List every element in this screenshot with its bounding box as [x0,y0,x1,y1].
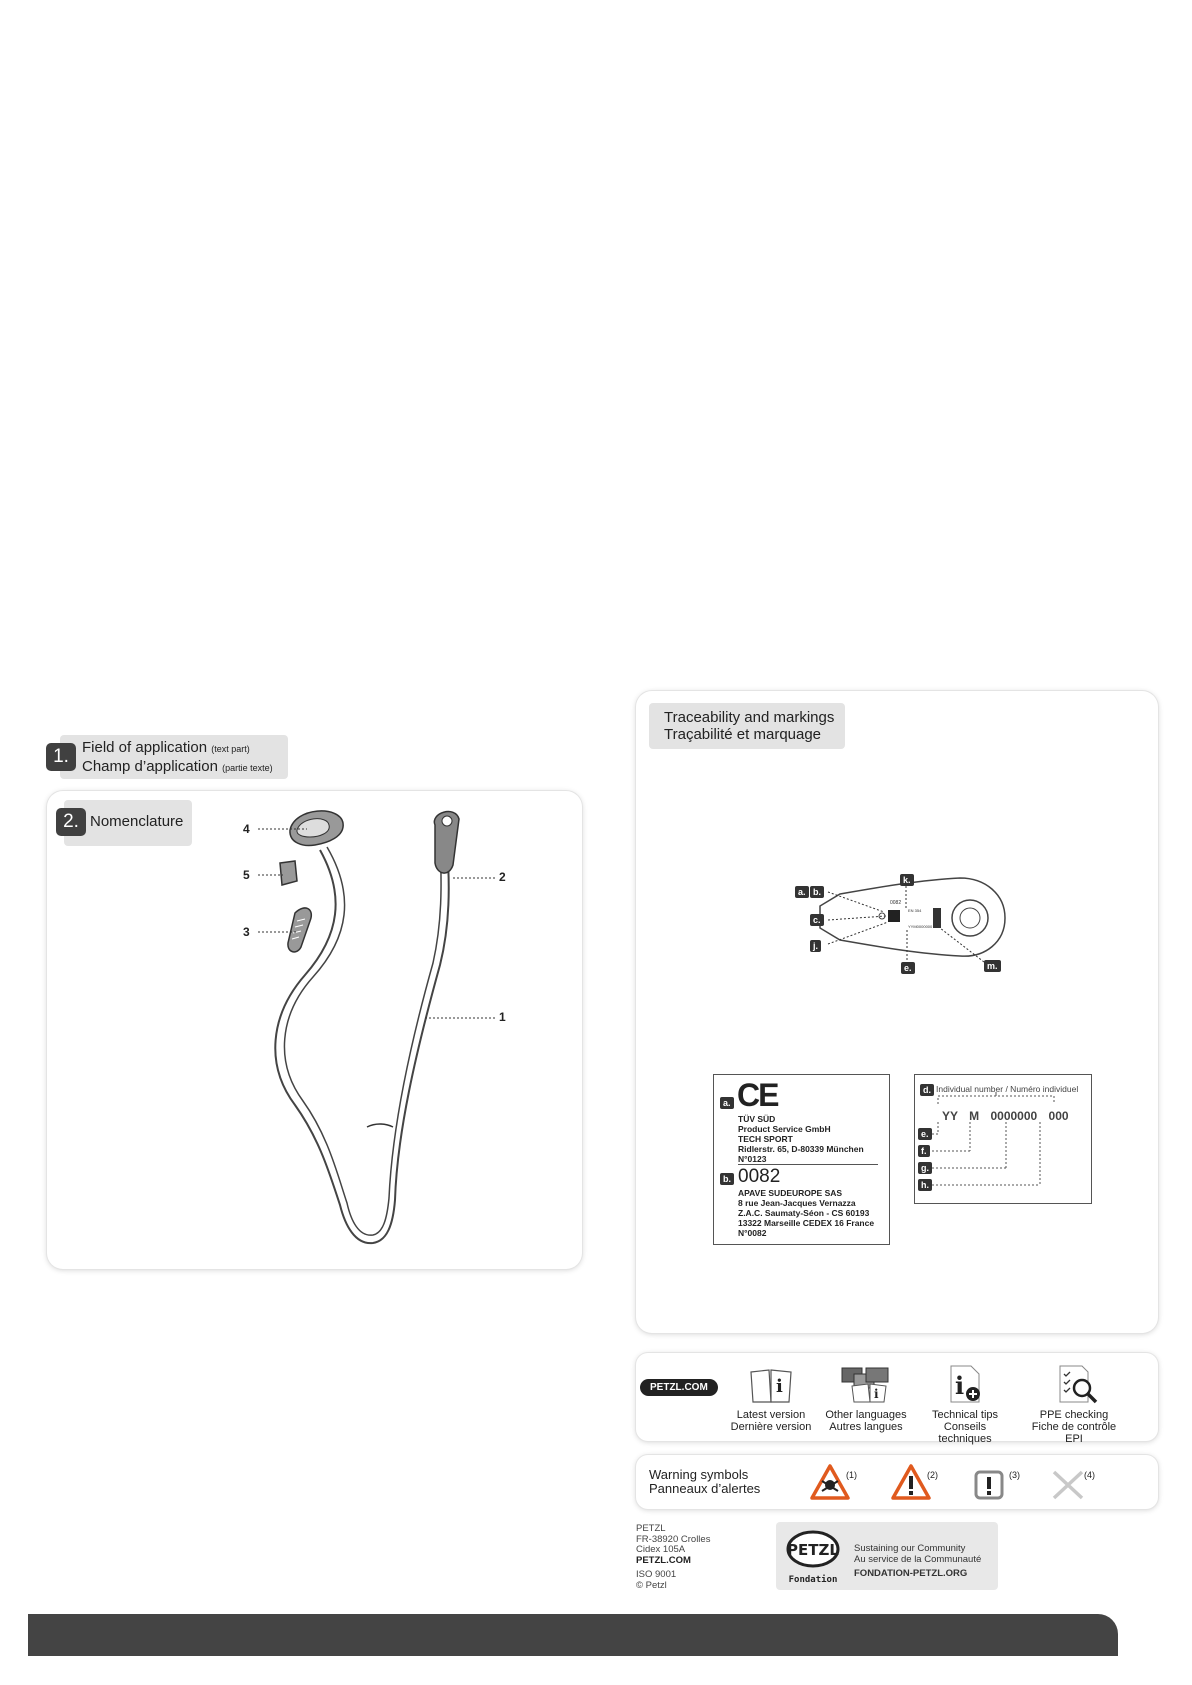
cert-body-b-line: 8 rue Jean-Jacques Vernazza [738,1198,856,1208]
foundation-logo-text: PETZL [787,1541,839,1559]
warning-ref-3: (3) [1009,1470,1020,1480]
book-info-icon [747,1366,795,1404]
section1-title-fr: Champ d’application [82,758,218,775]
link-technical-tips[interactable] [917,1366,1013,1445]
cross-icon [1051,1470,1085,1500]
link-latest-fr: Dernière version [730,1421,812,1433]
exclamation-square-icon [974,1470,1004,1500]
warning-ref-1: (1) [846,1470,857,1480]
cert-body-a-line: TECH SPORT [738,1134,793,1144]
adjuster-head [290,811,343,846]
warning-ref-4: (4) [1084,1470,1095,1480]
stitched-protector [288,908,311,952]
link-languages-label [823,1409,909,1433]
petzl-address [636,1524,710,1591]
link-tips-fr: Conseils techniques [938,1421,992,1445]
foundation-text [854,1543,981,1579]
link-languages-en: Other languages [825,1409,907,1421]
foundation-line1: Sustaining our Community [854,1543,966,1554]
section2-title: Nomenclature [90,813,184,830]
ce-mark: CE [737,1077,778,1113]
warning-ref-2: (2) [927,1470,938,1480]
marking-tag-a: a. [795,886,809,898]
svg-text:i: i [955,1371,965,1400]
marking-tag-e: e. [901,962,915,974]
link-latest-en: Latest version [736,1409,806,1421]
info-plus-icon [945,1364,985,1404]
foundation-logo-sub: Fondation [788,1575,838,1585]
link-latest-version[interactable] [730,1366,812,1434]
cert-body-a-line: N°0123 [738,1154,767,1164]
address-line: FR-38920 Crolles [636,1533,711,1545]
cert-body-a-line: TÜV SÜD [738,1114,776,1124]
marking-product-illustration [800,872,1010,968]
link-other-languages[interactable] [823,1366,909,1434]
languages-icon [840,1366,892,1404]
traceability-title [664,709,834,743]
section1-title-en-note: (text part) [211,744,250,754]
traceability-title-fr: Traçabilité et marquage [664,726,822,743]
warning-title-fr: Panneaux d’alertes [649,1481,761,1496]
cert-body-a-line: Product Service GmbH [738,1124,831,1134]
serial-part-year: YY [942,1109,958,1123]
link-ppe-fr: Fiche de contrôle EPI [1031,1421,1117,1445]
cert-tag-b: b. [720,1173,734,1185]
link-ppe-en: PPE checking [1039,1409,1109,1421]
address-iso: ISO 9001 [636,1569,677,1580]
cert-tag-a: a. [720,1097,734,1109]
skull-triangle-icon [809,1463,851,1501]
foundation-url: FONDATION-PETZL.ORG [854,1568,968,1579]
cert-divider [738,1164,878,1165]
callout-3: 3 [243,925,250,939]
marking-tag-k: k. [900,874,914,886]
serial-tag-d: d. [920,1084,934,1096]
warning-title-en: Warning symbols [649,1467,749,1482]
link-tips-label [917,1409,1013,1445]
serial-tag-f: f. [918,1145,930,1157]
address-copyright: © Petzl [636,1579,667,1591]
link-languages-fr: Autres langues [829,1421,903,1433]
svg-text:0082: 0082 [890,900,902,906]
cert-body-b [738,1188,874,1238]
callout-5: 5 [243,868,250,882]
marking-tag-m: m. [984,960,1001,972]
serial-part-suffix: 000 [1048,1109,1069,1123]
petzl-website-badge[interactable]: PETZL.COM [640,1379,718,1396]
serial-part-number: 0000000 [990,1109,1038,1123]
link-latest-label [730,1409,812,1433]
address-line: Cidex 105A [636,1544,686,1555]
serial-parts [942,1109,1069,1123]
section1-number: 1. [46,743,76,771]
link-ppe-checking[interactable] [1024,1366,1124,1445]
serial-leaders [914,1074,1090,1202]
address-web: PETZL.COM [636,1554,691,1566]
marking-tag-b: b. [810,886,824,898]
link-tips-en: Technical tips [931,1409,999,1421]
cert-number-b: 0082 [738,1166,781,1187]
marking-tag-c: c. [810,914,824,926]
svg-text:YYM0000000: YYM0000000 [908,924,933,929]
warning-title [649,1468,760,1496]
serial-tag-e: e. [918,1128,932,1140]
fondation-petzl-logo [783,1528,845,1586]
section1-title [82,739,273,777]
svg-text:i: i [874,1387,879,1401]
exclamation-triangle-icon [890,1463,932,1501]
svg-text:i: i [776,1376,783,1397]
cert-body-b-line: 13322 Marseille CEDEX 16 France [738,1218,875,1228]
cert-body-b-line: Z.A.C. Saumaty-Séon - CS 60193 [738,1208,870,1218]
section2-number: 2. [56,808,86,836]
cert-body-b-line: APAVE SUDEUROPE SAS [738,1188,843,1198]
serial-tag-h: h. [918,1179,932,1191]
cert-body-a-line: Ridlerstr. 65, D-80339 München [738,1144,864,1154]
cert-body-b-line: N°0082 [738,1228,767,1238]
marking-tag-j: j. [810,940,821,952]
traceability-title-en: Traceability and markings [664,709,835,726]
section1-title-fr-note: (partie texte) [222,763,273,773]
serial-part-month: M [969,1109,980,1123]
footer-bar [28,1614,1118,1656]
link-ppe-label [1024,1409,1124,1445]
rubber-sleeve [280,861,297,885]
svg-text:EN 354: EN 354 [908,908,922,913]
section1-title-en: Field of application [82,739,208,756]
serial-label: Individual number / Numéro individuel [936,1084,1079,1094]
cert-body-a [738,1114,864,1164]
lanyard-illustration [235,805,525,1250]
foundation-line2: Au service de la Communauté [854,1554,982,1565]
address-line: PETZL [636,1523,666,1534]
end-termination [434,812,459,873]
callout-1: 1 [499,1010,506,1024]
callout-2: 2 [499,870,506,884]
callout-4: 4 [243,822,250,836]
checklist-magnifier-icon [1056,1364,1100,1404]
serial-tag-g: g. [918,1162,932,1174]
